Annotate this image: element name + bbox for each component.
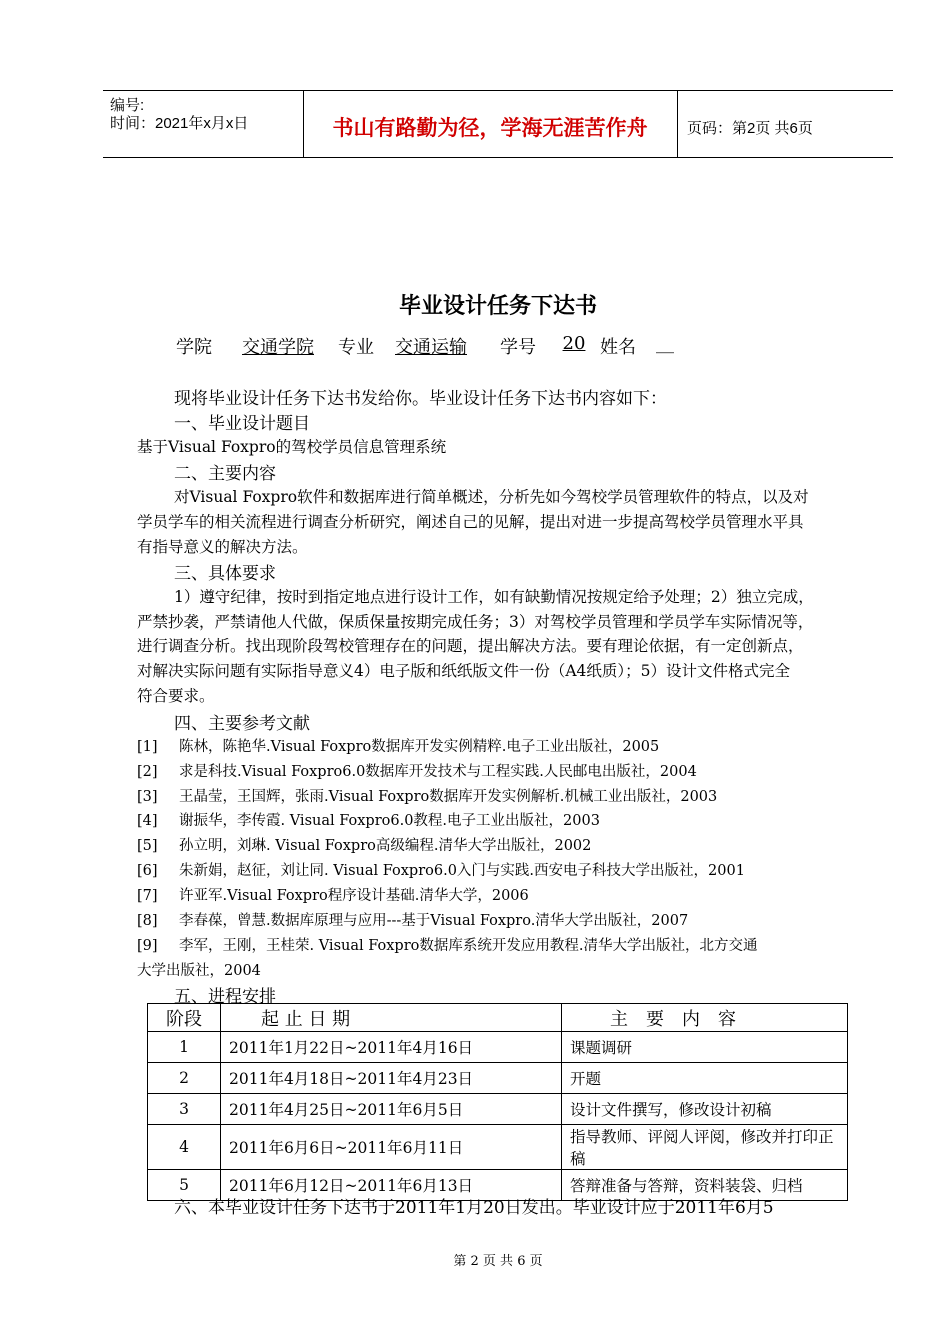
header-top-rule xyxy=(103,90,893,91)
table-row xyxy=(148,1094,848,1125)
content-cell: 指导教师、评阅人评阅，修改并打印正稿 xyxy=(562,1125,848,1170)
page-footer: 第 2 页 共 6 页 xyxy=(453,1254,543,1269)
content-cell: 开题 xyxy=(562,1063,848,1094)
section3-line: 严禁抄袭，严禁请他人代做，保质保量按期完成任务；3）对驾校学员管理和学员学车实际情况等， xyxy=(137,613,814,631)
table-row xyxy=(148,1032,848,1063)
section2-line: 对Visual Foxpro软件和数据库进行简单概述，分析先如今驾校学员管理软件的特点，以及对 xyxy=(174,488,809,506)
stage-cell: 5 xyxy=(148,1170,221,1201)
column-header-stage: 阶段 xyxy=(148,1004,221,1032)
stage-cell: 1 xyxy=(148,1032,221,1063)
student-id-value: 20 xyxy=(562,333,586,354)
section3-heading: 三、具体要求 xyxy=(174,564,276,584)
date-cell: 2011年6月12日~2011年6月13日 xyxy=(221,1170,562,1201)
section5-heading: 五、进程安排 xyxy=(174,987,276,1007)
section2-heading: 二、主要内容 xyxy=(174,464,276,484)
name-value: __ xyxy=(656,333,674,354)
stage-cell: 2 xyxy=(148,1063,221,1094)
content-cell: 设计文件撰写，修改设计初稿 xyxy=(562,1094,848,1125)
stage-cell: 4 xyxy=(148,1125,221,1170)
reference-item: [6] 朱新娟，赵征，刘让同. Visual Foxpro6.0入门与实践.西安电子科技大学出版社，2001 xyxy=(137,863,745,879)
column-header-content: 主 要 内 容 xyxy=(562,1004,848,1032)
table-row xyxy=(148,1063,848,1094)
header-divider-right xyxy=(677,90,678,157)
college-value: 交通学院 xyxy=(242,337,314,358)
reference-item: [7] 许亚军.Visual Foxpro程序设计基础.清华大学，2006 xyxy=(137,888,529,904)
section4-heading: 四、主要参考文献 xyxy=(174,714,310,734)
date-cell: 2011年4月18日~2011年4月23日 xyxy=(221,1063,562,1094)
reference-item: [5] 孙立明，刘琳. Visual Foxpro高级编程.清华大学出版社，2002 xyxy=(137,838,592,854)
section3-line: 1）遵守纪律，按时到指定地点进行设计工作，如有缺勤情况按规定给予处理；2）独立完成， xyxy=(174,588,814,606)
name-label: 姓名 xyxy=(600,337,636,358)
section3-line: 符合要求。 xyxy=(137,687,215,705)
schedule-table xyxy=(147,1003,848,1201)
intro-text: 现将毕业设计任务下达书发给你。毕业设计任务下达书内容如下： xyxy=(174,389,667,409)
reference-item: [4] 谢振华，李传霞. Visual Foxpro6.0教程.电子工业出版社，2003 xyxy=(137,813,600,829)
section2-line: 有指导意义的解决方法。 xyxy=(137,538,308,556)
reference-item: [2] 求是科技.Visual Foxpro6.0数据库开发技术与工程实践.人民邮电出版社，2004 xyxy=(137,764,697,780)
document-title: 毕业设计任务下达书 xyxy=(398,294,597,319)
reference-item: [3] 王晶莹，王国辉，张雨.Visual Foxpro数据库开发实例解析.机械工业出版社，2003 xyxy=(137,789,718,805)
section3-line: 对解决实际问题有实际指导意义4）电子版和纸纸版文件一份（A4纸质）；5）设计文件格式完全 xyxy=(137,662,791,680)
reference-item: [1] 陈林，陈艳华.Visual Foxpro数据库开发实例精粹.电子工业出版社，2005 xyxy=(137,739,660,755)
content-cell: 课题调研 xyxy=(562,1032,848,1063)
table-header-row xyxy=(148,1004,848,1032)
college-label: 学院 xyxy=(176,337,212,358)
column-header-date: 起 止 日 期 xyxy=(221,1004,562,1032)
section1-heading: 一、毕业设计题目 xyxy=(174,414,310,434)
content-cell: 答辩准备与答辩，资料装袋、归档 xyxy=(562,1170,848,1201)
reference-item: [8] 李春葆，曾慧.数据库原理与应用---基于Visual Foxpro.清华大学出版社，2007 xyxy=(137,913,689,929)
reference-item: [9] 李军，王刚，王桂荣. Visual Foxpro数据库系统开发应用教程.清华大学出版社，北方交通 xyxy=(137,938,758,954)
header-time: 时间：2021年x月x日 xyxy=(110,115,249,132)
section3-line: 进行调查分析。找出现阶段驾校管理存在的问题，提出解决方法。要有理论依据，有一定创新点， xyxy=(137,637,804,655)
stage-cell: 3 xyxy=(148,1094,221,1125)
date-cell: 2011年4月25日~2011年6月5日 xyxy=(221,1094,562,1125)
student-id-label: 学号 xyxy=(500,337,536,358)
section2-line: 学员学车的相关流程进行调查分析研究，阐述自己的见解，提出对进一步提高驾校学员管理水平具 xyxy=(137,513,804,531)
major-value: 交通运输 xyxy=(395,337,467,358)
header-bottom-rule xyxy=(103,157,893,158)
header-number-label: 编号: xyxy=(110,97,145,114)
section1-text: 基于Visual Foxpro的驾校学员信息管理系统 xyxy=(137,438,447,456)
header-motto: 书山有路勤为径，学海无涯苦作舟 xyxy=(332,116,648,140)
major-label: 专业 xyxy=(338,337,374,358)
reference-item-continuation: 大学出版社，2004 xyxy=(137,963,261,979)
date-cell: 2011年6月6日~2011年6月11日 xyxy=(221,1125,562,1170)
header-page-code: 页码：第2页 共6页 xyxy=(687,120,813,137)
section6-text: 六、本毕业设计任务下达书于2011年1月20日发出。毕业设计应于2011年6月5 xyxy=(174,1198,774,1218)
table-row xyxy=(148,1125,848,1170)
date-cell: 2011年1月22日~2011年4月16日 xyxy=(221,1032,562,1063)
